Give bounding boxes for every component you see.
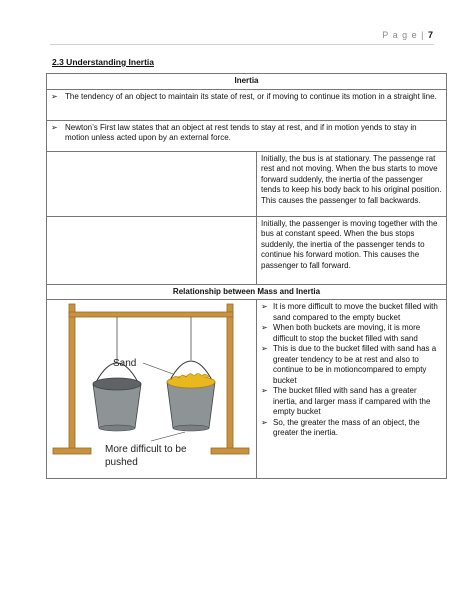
right-post: [227, 304, 233, 450]
sand-label: Sand: [113, 358, 137, 369]
example-1-text: Initially, the bus is at stationary. The passenge rat rest and not moving. When the bus starts to move forward suddenly, the inertia of the passenger tends to keep his body back to his original position. This causes the passenger to fall backwards.: [257, 151, 447, 216]
caption-line-2: pushed: [105, 457, 138, 468]
empty-bucket: [93, 363, 141, 431]
mass-inertia-header: Relationship between Mass and Inertia: [47, 284, 447, 300]
caption-pointer: [151, 432, 185, 441]
left-post: [69, 304, 75, 450]
figure-cell: [47, 300, 257, 479]
section-title: 2.3 Understanding Inertia: [52, 57, 155, 67]
page-separator: |: [421, 30, 425, 40]
page-header: [382, 30, 434, 40]
definition-text: The tendency of an object to maintain its state of rest, or if moving to continue its motion in a straight line.: [65, 91, 437, 101]
example-1-image-cell: [47, 151, 257, 216]
arrow-bullet-icon: ➢: [51, 122, 58, 132]
example-2-text: Initially, the passenger is moving together with the bus at constant speed. When the bus stops suddenly, the inertia of the passenger tends to continue his forward motion. This causes the passenger to fall forward.: [257, 216, 447, 284]
caption-line-1: More difficult to be: [105, 444, 187, 455]
arrow-bullet-icon: ➢: [261, 386, 268, 395]
sand-bucket: [167, 361, 215, 431]
mass-points-list: [261, 302, 442, 439]
list-item: ➢ When both buckets are moving, it is more difficult to stop the bucket filled with sand: [261, 323, 421, 343]
arrow-bullet-icon: ➢: [261, 302, 268, 311]
buckets-figure: [47, 300, 257, 478]
arrow-bullet-icon: ➢: [261, 344, 268, 353]
newton-law-cell: [47, 120, 447, 151]
example-2-image-cell: [47, 216, 257, 284]
newton-law-text: Newton’s First law states that an object at rest tends to stay at rest, and if in motion yends to stay in motion unless acted upon by an external force.: [65, 122, 417, 142]
mass-points-cell: [257, 300, 447, 479]
page-label: P a g e: [382, 30, 418, 40]
definition-cell: [47, 89, 447, 120]
list-item: ➢ So, the greater the mass of an object, the greater the inertia.: [261, 417, 420, 437]
right-base: [211, 448, 249, 454]
inertia-table: [46, 73, 447, 479]
arrow-bullet-icon: ➢: [261, 417, 268, 427]
list-item: ➢ The bucket filled with sand has a greater inertia, and larger mass if campared with the empty bucket: [261, 386, 431, 416]
arrow-bullet-icon: ➢: [51, 91, 58, 101]
inertia-header: Inertia: [47, 74, 447, 90]
sand-pointer: [143, 363, 173, 374]
list-item: ➢ This is due to the bucket filled with sand has a greater tendency to be at rest and also to continue to be in motioncompared to empty bucket: [261, 344, 437, 385]
header-rule: [50, 44, 434, 45]
list-item: ➢ It is more difficult to move the bucket filled with sand compared to the empty bucket: [261, 302, 438, 322]
page-number: 7: [427, 30, 434, 40]
left-base: [53, 448, 91, 454]
arrow-bullet-icon: ➢: [261, 323, 268, 332]
cross-beam: [69, 312, 233, 317]
